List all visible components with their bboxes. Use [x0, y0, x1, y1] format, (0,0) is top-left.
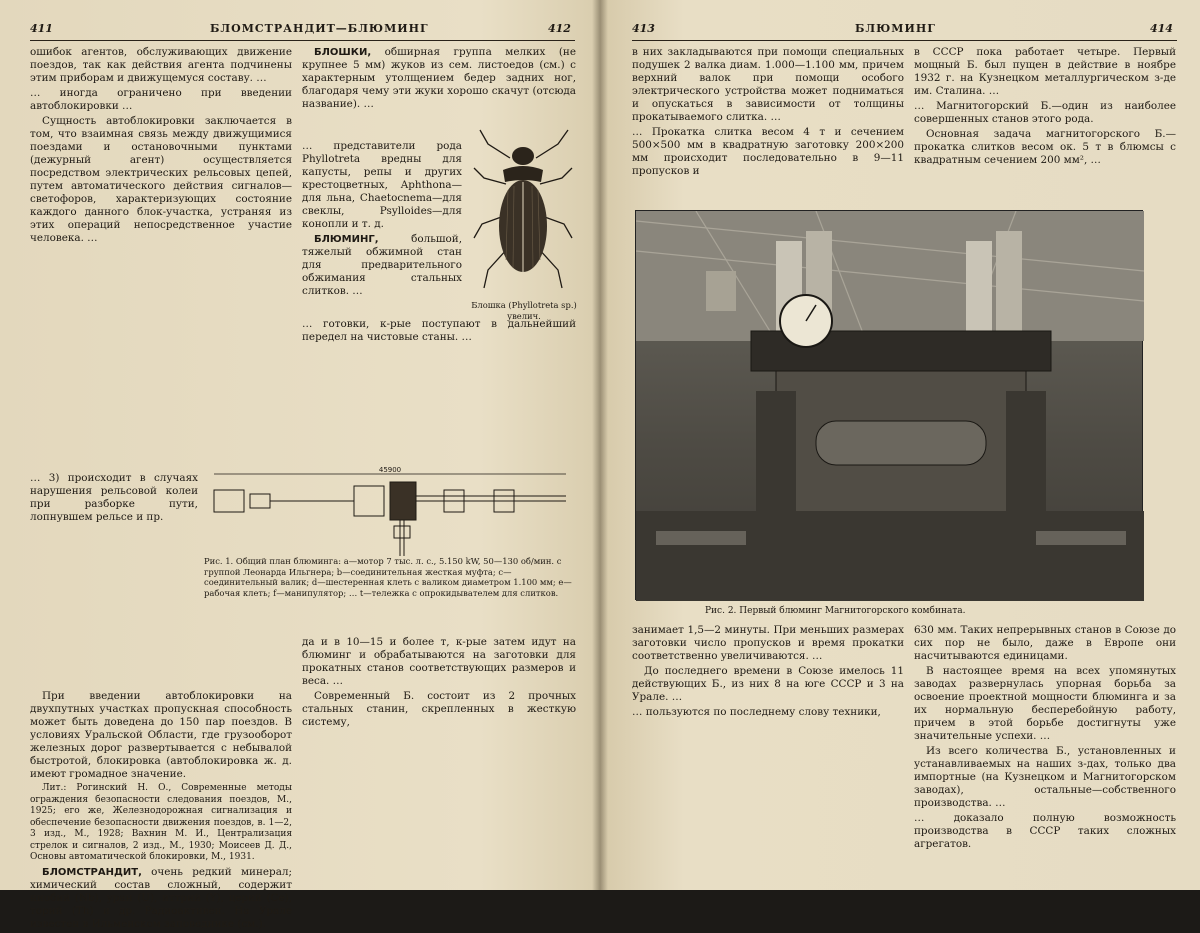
beetle-icon [470, 124, 578, 294]
paragraph: … Магнитогорский Б.—один из наиболее совершенных станов этого рода. [914, 100, 1176, 125]
paragraph: … пользуются по последнему слову техники, [632, 706, 881, 718]
column-2-bottom [302, 636, 576, 731]
running-title-left: БЛОМСТРАНДИТ—БЛЮМИНГ [210, 22, 429, 35]
column-1 [30, 46, 292, 247]
paragraph: в них закладываются при помощи специальных подушек 2 валка диам. 1.000—1.100 мм, причем верхний валок при помощи особого электрического устройства может подниматься и опускаться в зависимости от толщины прокатываемого слитка. … [632, 46, 904, 123]
column-1-bottom [30, 690, 292, 933]
paragraph: До последнего времени в Союзе имелось 11 действующих Б., из них 8 на юге СССР и 3 на Урале. … [632, 665, 904, 703]
paragraph: Основная задача магнитогорского Б.—прокатка слитков весом ок. 5 т в блюмсы с квадратным сечением 200 мм², … [914, 128, 1176, 166]
column-2-narrow: … представители рода Phyllotreta вредны для капусты, репы и других крестоцветных, Aphthona—для льна, Chaetocnema—для свеклы, Psylloides—для конопли и т. д. БЛЮМИНГ, большой, тяжелый обжимной стан для предварительного обжимания стальных слитков. … [302, 140, 462, 297]
column-5 [632, 624, 904, 721]
paragraph: ошибок агентов, обслуживающих движение поездов, так как действия агента подчинены этим приборам и движущемуся составу. … [30, 46, 292, 84]
page-number-412: 412 [548, 22, 571, 35]
column-3 [632, 46, 904, 180]
paragraph: в СССР пока работает четыре. Первый мощный Б. был пущен в действие в ноябре 1932 г. на Кузнецком металлургическом з-де им. Сталина. … [914, 46, 1176, 97]
headword-blomstrandit: БЛОМСТРАНДИТ, [42, 866, 142, 878]
fig2-caption: Рис. 2. Первый блюминг Магнитогорского комбината. [705, 606, 966, 616]
paragraph: очень редкий минерал; химический состав сложный, содержит ниобий (Nb), уран (U), иттрий (Y), церий (Ce), торий (Th) и др. Радиоактивен. На Урале известен в Ильменском заповеднике (см.). [30, 865, 292, 930]
running-title-right: БЛЮМИНГ [855, 22, 936, 35]
paragraph: … иногда ограничено при введении автоблокировки … [30, 87, 292, 112]
paragraph: … Прокатка слитка весом 4 т и сечением 500×500 мм в квадратную заготовку 200×200 мм происходит последовательно в 9—11 пропусков и [632, 126, 904, 177]
paragraph: Из всего количества Б., установленных и устанавливаемых на наших з-дах, только два импортные (на Кузнецком и Магнитогорском заводах), остальные—собственного производства. … [914, 745, 1176, 809]
beetle-figure [470, 124, 578, 324]
dimension-label: 45900 [378, 466, 402, 474]
paragraph: … представители рода Phyllotreta вредны для капусты, репы и других крестоцветных, Aphthona—для льна, Chaetocnema—для свеклы, Psylloides—для конопли и т. д. [302, 140, 462, 230]
blooming-plan-diagram [204, 466, 576, 556]
paragraph: В настоящее время на всех упомянутых заводах развернулась упорная борьба за освоение проектной мощности блюминга и за их нормальную бесперебойную работу, причем в этой борьбе достигнуты уже значительные успехи. … [914, 665, 1176, 742]
paragraph: … доказало полную возможность производства в СССР таких сложных агрегатов. [914, 812, 1176, 850]
paragraph: занимает 1,5—2 минуты. При меньших размерах заготовки число пропусков и время прокатки соответственно увеличиваются. … [632, 624, 904, 662]
column-4 [914, 46, 1176, 169]
column-6 [914, 624, 1176, 853]
page-number-413: 413 [632, 22, 655, 35]
blooming-photo [635, 210, 1143, 600]
beetle-caption: Блошка (Phyllotreta sp.) увелич. [471, 300, 577, 321]
paragraph: … готовки, к-рые поступают в дальнейший передел на чистовые станы. … [302, 318, 576, 343]
fig1-caption: Рис. 1. Общий план блюминга: a—мотор 7 тыс. л. с., 5.150 kW, 50—130 об/мин. с группой Леонарда Ильгнера; b—соединительная жесткая муфта; c—соединительный валик; d—шестеренная клеть с валиком диаметром 1.100 мм; e—рабочая клеть; f—манипулятор; … t—тележка с опрокидывателем для слитков. [204, 556, 572, 598]
column-1-narrow [30, 472, 198, 526]
headword-bluming: БЛЮМИНГ, [314, 234, 379, 245]
book-spine [592, 0, 608, 890]
literature: Лит.: Рогинский Н. О., Современные методы ограждения безопасности следования поездов, М., 1925; его же, Железнодорожная сигнализация и обеспечение безопасности движения поездов, в. 1—2, 3 изд., М., 1928; Вахнин М. И., Централизация стрелок и сигналов, 2 изд., М., 1930; Моисеев Д. Д., Основы автоматической блокировки, М., 1931. [30, 783, 292, 862]
paragraph: да и в 10—15 и более т, к-рые затем идут на блюминг и обрабатываются на заготовки для прокатных станов соответствующих размеров и веса. … [302, 636, 576, 687]
header-rule-right [632, 40, 1177, 41]
column-2-top: БЛОШКИ, обширная группа мелких (не крупнее 5 мм) жуков из сем. листоедов (см.) с характерным утолщением бедер задних ног, благодаря чему эти жуки хорошо скачут (отсюда название). … [302, 46, 577, 110]
paragraph: Сущность автоблокировки заключается в том, что взаимная связь между движущимися поездами и остановочными пунктами (дежурный агент) осуществляется посредством электрических рельсовых цепей, путем автоматического действия сигналов—светофоров, характеризующих состояние каждого данного блок-участка, устраняя из этих операций непосредственное участие человека. … [30, 115, 292, 244]
paragraph: При введении автоблокировки на двухпутных участках пропускная способность может быть доведена до 150 пар поездов. В условиях Уральской Области, где грузооборот железных дорог развертывается с небывалой быстротой, блокировка (автоблокировка ж. д. имеют громадное значение. [30, 690, 292, 780]
page-number-411: 411 [30, 22, 53, 35]
header-rule-left [30, 40, 575, 41]
paragraph: Современный Б. состоит из 2 прочных стальных станин, скрепленных в жесткую систему, [302, 690, 576, 728]
paragraph: 630 мм. Таких непрерывных станов в Союзе до сих пор не было, даже в Европе они насчитываются единицами. [914, 624, 1176, 662]
paragraph: … 3) происходит в случаях нарушения рельсовой колеи при разборке пути, лопнувшем рельсе и пр. [30, 472, 198, 523]
page-number-414: 414 [1150, 22, 1173, 35]
headword-bloshki: БЛОШКИ, [314, 47, 372, 58]
